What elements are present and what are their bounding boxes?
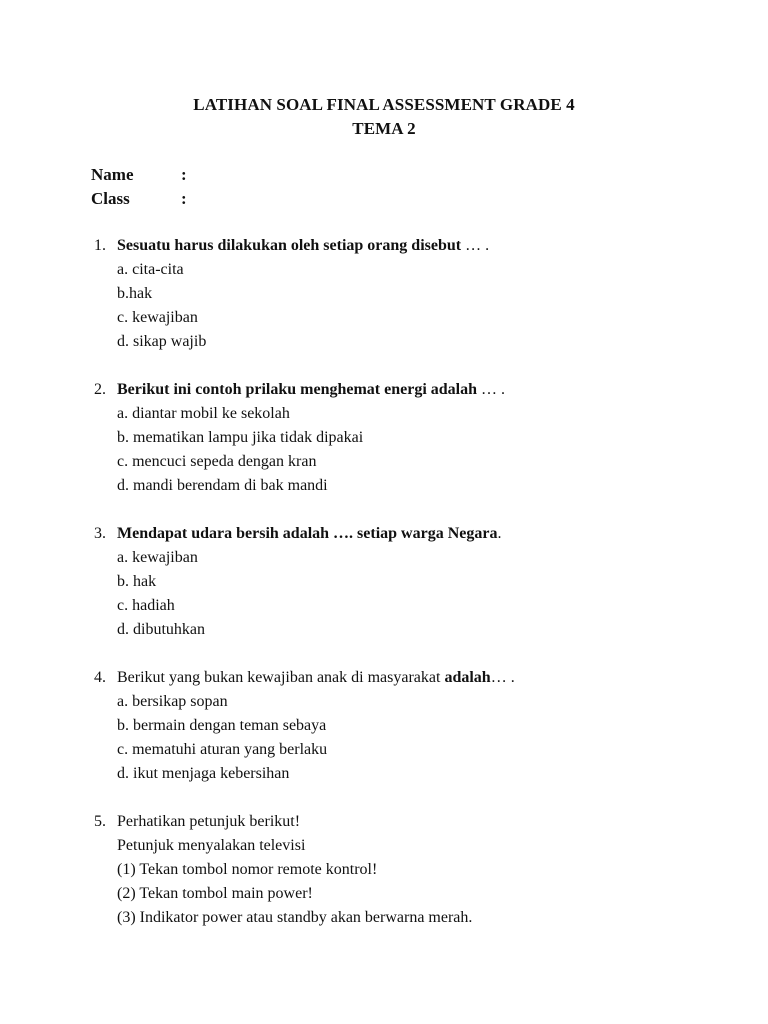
question-stem: Mendapat udara bersih adalah …. setiap warga Negara. <box>117 525 502 542</box>
question-stem: Sesuatu harus dilakukan oleh setiap orang disebut … . <box>117 237 490 254</box>
option-c: c. mematuhi aturan yang berlaku <box>117 741 328 758</box>
option-d: d. ikut menjaga kebersihan <box>117 765 290 782</box>
instruction-step-3: (3) Indikator power atau standby akan berwarna merah. <box>117 909 473 926</box>
option-d: d. dibutuhkan <box>117 621 205 638</box>
option-a: a. bersikap sopan <box>117 693 228 710</box>
name-colon: : <box>181 165 187 184</box>
document-subtitle: TEMA 2 <box>352 119 416 138</box>
document-title: LATIHAN SOAL FINAL ASSESSMENT GRADE 4 <box>193 95 575 114</box>
option-b: b. bermain dengan teman sebaya <box>117 717 327 734</box>
question-number: 4. <box>94 669 106 686</box>
question-number: 2. <box>94 381 106 398</box>
question-number: 1. <box>94 237 106 254</box>
option-a: a. cita-cita <box>117 261 184 278</box>
question-number: 3. <box>94 525 106 542</box>
question-2 <box>94 378 754 498</box>
option-d: d. sikap wajib <box>117 333 207 350</box>
instruction-heading: Petunjuk menyalakan televisi <box>117 837 306 854</box>
question-4 <box>94 666 754 786</box>
question-stem: Perhatikan petunjuk berikut! <box>117 813 301 830</box>
option-b: b.hak <box>117 285 153 302</box>
option-b: b. hak <box>117 573 157 590</box>
question-1 <box>94 234 754 354</box>
option-a: a. diantar mobil ke sekolah <box>117 405 290 422</box>
answer-options <box>117 690 754 786</box>
question-5 <box>94 810 754 930</box>
question-3 <box>94 522 754 642</box>
answer-options <box>117 258 754 354</box>
question-number: 5. <box>94 813 106 830</box>
option-b: b. mematikan lampu jika tidak dipakai <box>117 429 364 446</box>
option-a: a. kewajiban <box>117 549 198 566</box>
question-stem: Berikut yang bukan kewajiban anak di masyarakat adalah… . <box>117 669 515 686</box>
instruction-step-2: (2) Tekan tombol main power! <box>117 885 313 902</box>
instruction-lines <box>117 834 754 930</box>
option-d: d. mandi berendam di bak mandi <box>117 477 328 494</box>
answer-options <box>117 402 754 498</box>
question-stem: Berikut ini contoh prilaku menghemat energi adalah … . <box>117 381 506 398</box>
class-label: Class <box>91 189 130 208</box>
option-c: c. kewajiban <box>117 309 198 326</box>
instruction-step-1: (1) Tekan tombol nomor remote kontrol! <box>117 861 378 878</box>
name-label: Name <box>91 165 134 184</box>
name-field <box>91 164 187 186</box>
class-colon: : <box>181 189 187 208</box>
option-c: c. mencuci sepeda dengan kran <box>117 453 317 470</box>
answer-options <box>117 546 754 642</box>
option-c: c. hadiah <box>117 597 175 614</box>
class-field <box>91 188 187 210</box>
